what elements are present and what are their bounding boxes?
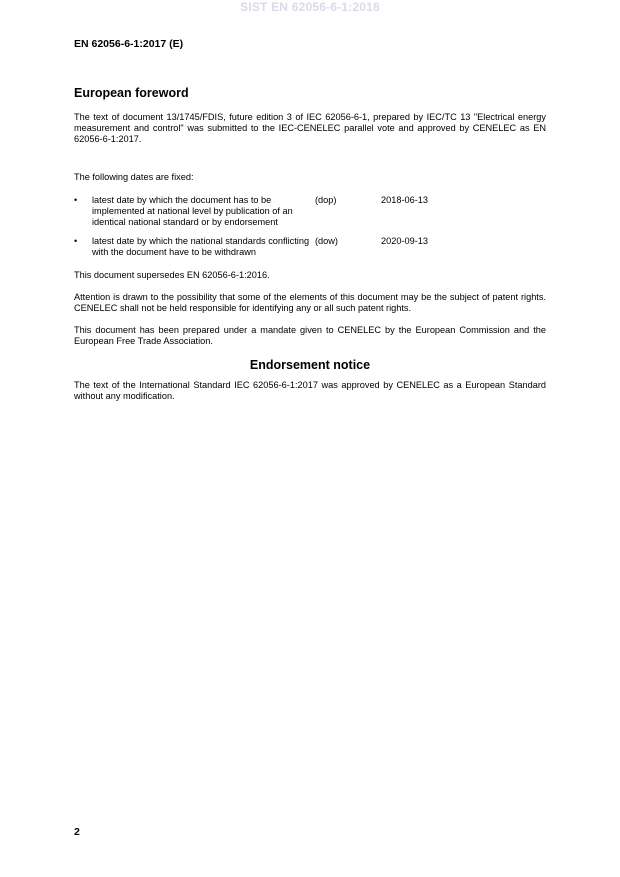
date-value: 2020-09-13 [381,236,428,246]
endorsement-heading: Endorsement notice [249,358,371,372]
date-value: 2018-06-13 [381,195,428,205]
bullet-marker: • [74,195,78,205]
foreword-heading: European foreword [74,86,189,100]
foreword-intro-paragraph: The text of document 13/1745/FDIS, future edition 3 of IEC 62056-6-1, prepared by IEC/TC 13 "Electrical energy measurement and control" was submitted to the IEC-CENELEC parallel vote and approved by CENELEC as EN 62056-6-1:2017. [74,112,546,144]
page-number: 2 [74,826,80,838]
fixed-dates-list [74,195,546,258]
date-abbreviation: (dop) [315,195,337,205]
patent-notice-paragraph: Attention is drawn to the possibility that some of the elements of this document may be the subject of patent rights. CENELEC shall not be held responsible for identifying any or all such patent rights. [74,292,546,313]
date-description: latest date by which the national standards conflicting with the document have to be withdrawn [92,236,310,257]
mandate-paragraph: This document has been prepared under a mandate given to CENELEC by the European Commission and the European Free Trade Association. [74,325,546,346]
watermark-text: SIST EN 62056-6-1:2018 [240,0,380,14]
bullet-marker: • [74,236,78,246]
page-content [74,86,546,402]
document-identifier: EN 62056-6-1:2017 (E) [74,38,184,50]
date-abbreviation: (dow) [315,236,338,246]
endorsement-paragraph: The text of the International Standard IEC 62056-6-1:2017 was approved by CENELEC as a European Standard without any modification. [74,380,546,401]
supersedes-paragraph: This document supersedes EN 62056-6-1:2016. [74,270,270,280]
list-item [74,236,546,258]
dates-intro-paragraph: The following dates are fixed: [74,172,194,182]
list-item [74,195,546,228]
date-description: latest date by which the document has to be implemented at national level by publication of an identical national standard or by endorsement [92,195,293,227]
